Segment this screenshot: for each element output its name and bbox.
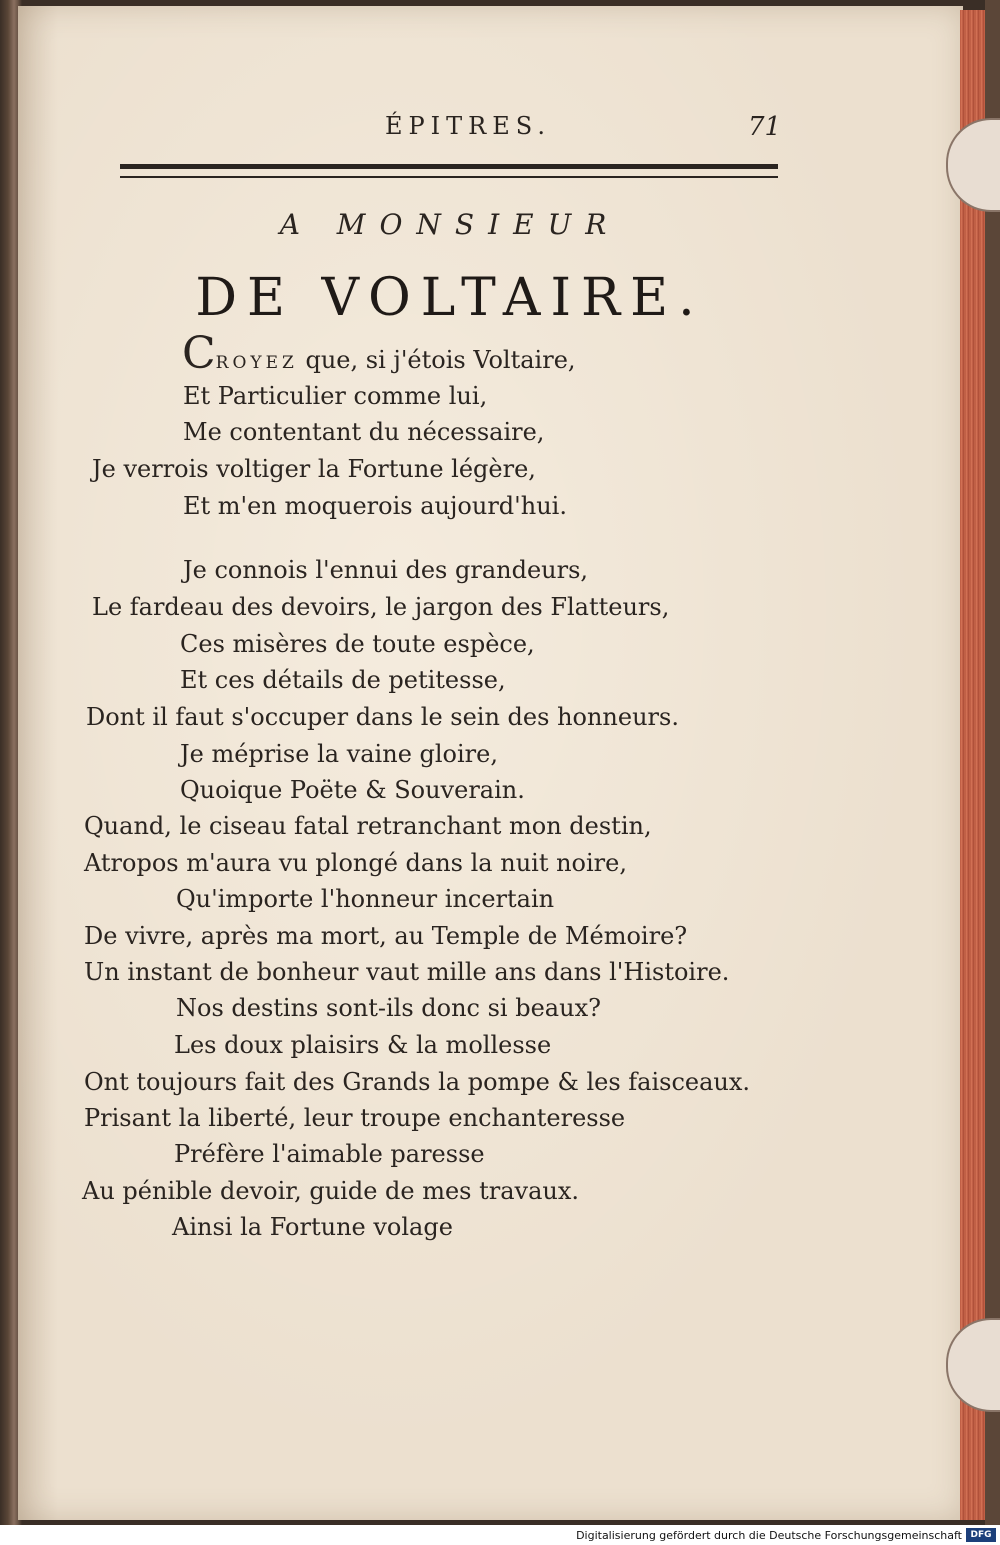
poem-line-1 <box>182 328 576 381</box>
poem-line: Dont il faut s'occuper dans le sein des honneurs. <box>86 703 679 731</box>
poem-line: Et Particulier comme lui, <box>183 382 488 410</box>
poem-line: Me contentant du nécessaire, <box>183 418 545 446</box>
poem-line-text: que, si j'étois Voltaire, <box>297 346 576 374</box>
page-number: 71 <box>748 112 782 142</box>
title-line-1: A MONSIEUR <box>279 208 621 241</box>
dfg-logo: DFG <box>966 1528 996 1542</box>
running-title: ÉPITRES. <box>385 112 551 140</box>
page-header <box>200 112 800 152</box>
book-cover-edge <box>985 0 1000 1525</box>
poem-line: Et ces détails de petitesse, <box>180 666 506 694</box>
poem-line: Je méprise la vaine gloire, <box>180 740 498 768</box>
poem-line: De vivre, après ma mort, au Temple de Mémoire? <box>84 922 688 950</box>
poem-line: Quand, le ciseau fatal retranchant mon destin, <box>84 812 652 840</box>
poem-line: Qu'importe l'honneur incertain <box>176 885 555 913</box>
funding-credit: Digitalisierung gefördert durch die Deutsche Forschungsgemeinschaft <box>576 1529 962 1542</box>
poem-line: Quoique Poëte & Souverain. <box>180 776 525 804</box>
poem-line: Prisant la liberté, leur troupe enchanteresse <box>84 1104 626 1132</box>
poem-line: Un instant de bonheur vaut mille ans dans l'Histoire. <box>84 958 730 986</box>
poem-line: Je verrois voltiger la Fortune légère, <box>92 455 536 483</box>
poem-line: Ont toujours fait des Grands la pompe & les faisceaux. <box>84 1068 751 1096</box>
poem-line: Préfère l'aimable paresse <box>174 1140 485 1168</box>
poem-line: Je connois l'ennui des grandeurs, <box>183 556 589 584</box>
poem-line: Les doux plaisirs & la mollesse <box>174 1031 552 1059</box>
poem-line: Et m'en moquerois aujourd'hui. <box>183 492 567 520</box>
title-line-2: DE VOLTAIRE. <box>195 268 705 328</box>
page-edges <box>960 10 985 1520</box>
poem-line: Ces misères de toute espèce, <box>180 630 535 658</box>
poem-line: Le fardeau des devoirs, le jargon des Flatteurs, <box>92 593 670 621</box>
poem-line: Ainsi la Fortune volage <box>172 1213 453 1241</box>
poem-line: Nos destins sont-ils donc si beaux? <box>176 994 601 1022</box>
small-caps-word: ROYEZ <box>215 353 298 373</box>
header-rule <box>120 164 778 178</box>
drop-cap: C <box>182 328 216 379</box>
poem-line: Au pénible devoir, guide de mes travaux. <box>82 1177 580 1205</box>
poem-line: Atropos m'aura vu plongé dans la nuit noire, <box>84 849 627 877</box>
